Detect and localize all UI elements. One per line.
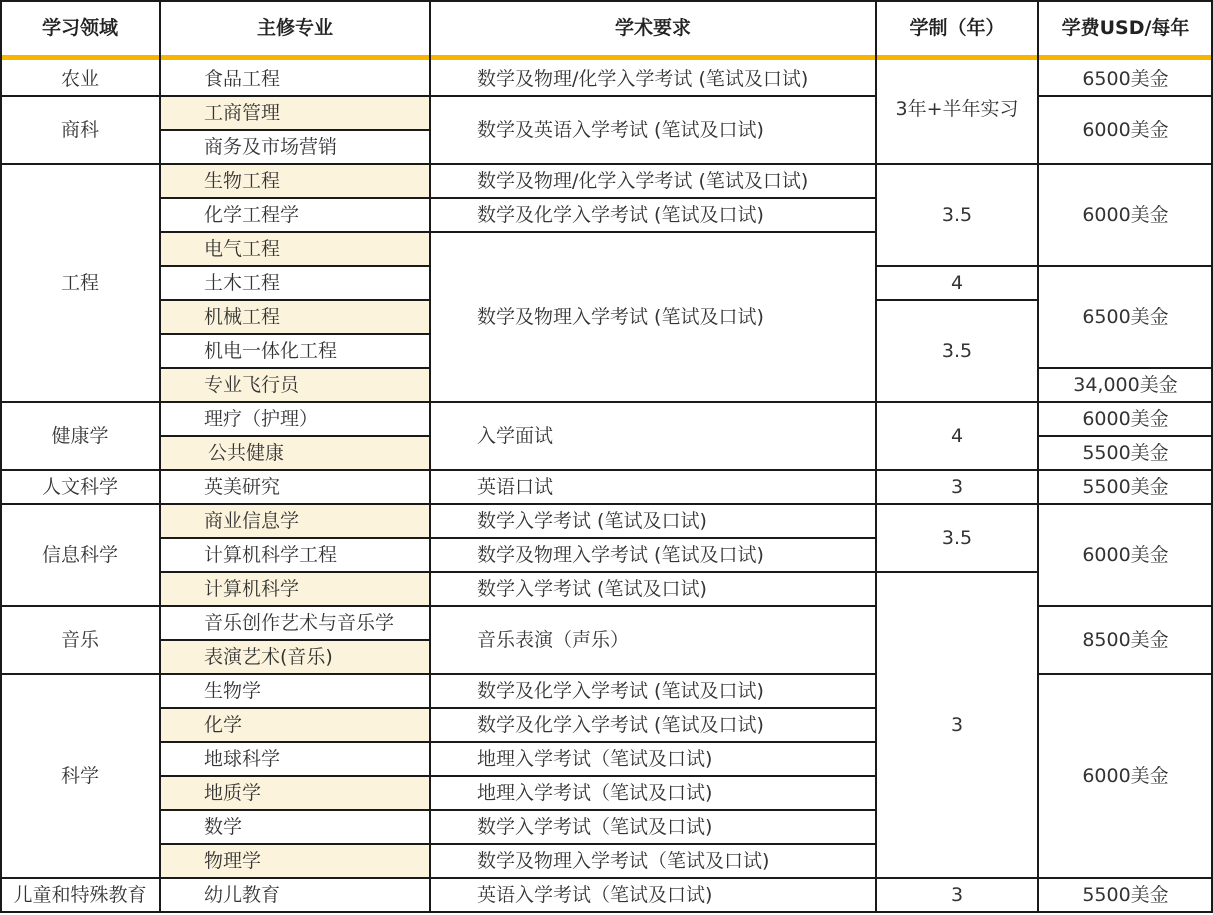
requirement-cell: 数学及物理入学考试 (笔试及口试) — [477, 305, 764, 328]
major-row: 地质学 — [160, 776, 430, 810]
grid-line — [1038, 95, 1213, 97]
grid-line — [876, 299, 1038, 301]
grid-line — [0, 0, 2, 913]
grid-line — [876, 571, 1038, 573]
field-music: 音乐 — [60, 628, 99, 651]
major-row: 公共健康 — [160, 436, 430, 470]
grid-line — [0, 163, 1213, 165]
grid-line — [160, 435, 430, 437]
grid-line — [160, 639, 430, 641]
major-row: 计算机科学 — [160, 572, 430, 606]
grid-line — [0, 469, 1213, 471]
fee-cell: 6000美金 — [1082, 543, 1169, 566]
major-row: 机械工程 — [160, 300, 430, 334]
grid-line — [160, 299, 430, 301]
grid-line — [160, 197, 876, 199]
major-row: 表演艺术(音乐) — [160, 640, 430, 674]
grid-line — [0, 673, 876, 675]
requirement-cell: 数学及物理入学考试（笔试及口试) — [477, 849, 770, 872]
header-field: 学习领域 — [41, 16, 118, 39]
grid-line — [160, 333, 430, 335]
field-informatics: 信息科学 — [41, 543, 118, 566]
field-humanities: 人文科学 — [41, 475, 118, 498]
header-fee: 学费USD/每年 — [1061, 16, 1190, 39]
duration-cell: 3.5 — [941, 526, 973, 549]
field-business: 商科 — [60, 118, 99, 141]
grid-line — [1037, 0, 1039, 913]
grid-line — [160, 367, 430, 369]
requirement-cell: 数学及英语入学考试 (笔试及口试) — [477, 118, 764, 141]
grid-line — [1038, 673, 1213, 675]
grid-line — [160, 741, 876, 743]
requirement-cell: 数学及物理/化学入学考试 (笔试及口试) — [477, 169, 809, 192]
major-row: 幼儿教育 — [204, 883, 281, 906]
fee-cell: 6500美金 — [1082, 305, 1169, 328]
duration-cell: 3 — [950, 713, 964, 736]
grid-line — [1038, 435, 1213, 437]
requirement-cell: 数学及化学入学考试 (笔试及口试) — [477, 203, 764, 226]
duration-cell: 3.5 — [941, 339, 973, 362]
field-engineering: 工程 — [60, 271, 99, 294]
fee-cell: 34,000美金 — [1073, 373, 1178, 396]
grid-line — [0, 503, 1213, 505]
duration-cell: 4 — [950, 424, 964, 447]
fee-cell: 5500美金 — [1082, 883, 1169, 906]
grid-line — [160, 571, 876, 573]
major-row: 工商管理 — [160, 96, 430, 130]
major-row: 音乐创作艺术与音乐学 — [204, 611, 395, 634]
duration-cell: 4 — [950, 271, 964, 294]
grid-line — [160, 707, 876, 709]
major-row: 专业飞行员 — [160, 368, 430, 402]
major-row: 生物工程 — [160, 164, 430, 198]
duration-cell: 3.5 — [941, 203, 973, 226]
requirement-cell: 数学及化学入学考试 (笔试及口试) — [477, 679, 764, 702]
fee-cell: 5500美金 — [1082, 475, 1169, 498]
major-row: 食品工程 — [204, 67, 281, 90]
grid-line — [0, 911, 1213, 913]
grid-line — [876, 265, 1038, 267]
fee-cell: 6000美金 — [1082, 118, 1169, 141]
grid-line — [0, 0, 1213, 2]
major-row: 化学 — [160, 708, 430, 742]
major-row: 数学 — [204, 815, 243, 838]
grid-line — [0, 95, 876, 97]
requirement-cell: 数学入学考试 (笔试及口试) — [477, 577, 707, 600]
major-row: 理疗（护理） — [204, 407, 319, 430]
requirement-cell: 数学入学考试（笔试及口试) — [477, 815, 713, 838]
header-duration: 学制（年） — [909, 16, 1005, 39]
requirement-cell: 音乐表演（声乐） — [477, 628, 630, 651]
fee-cell: 8500美金 — [1082, 628, 1169, 651]
duration-cell: 3 — [950, 883, 964, 906]
major-row: 计算机科学工程 — [204, 543, 338, 566]
major-row: 商务及市场营销 — [204, 135, 338, 158]
major-row: 地球科学 — [204, 747, 281, 770]
duration-cell: 3年+半年实习 — [895, 98, 1019, 120]
grid-line — [160, 265, 430, 267]
major-row: 机电一体化工程 — [204, 339, 338, 362]
fee-cell: 6500美金 — [1082, 67, 1169, 90]
grid-line — [160, 809, 876, 811]
header-major: 主修专业 — [256, 16, 333, 39]
requirement-cell: 数学及物理入学考试 (笔试及口试) — [477, 543, 764, 566]
requirement-cell: 入学面试 — [477, 424, 554, 447]
grid-line — [1038, 265, 1213, 267]
major-row: 生物学 — [204, 679, 262, 702]
field-health: 健康学 — [51, 424, 109, 447]
grid-line — [0, 401, 1213, 403]
major-row: 土木工程 — [204, 271, 281, 294]
grid-line — [1038, 605, 1213, 607]
fee-cell: 6000美金 — [1082, 764, 1169, 787]
field-education: 儿童和特殊教育 — [13, 883, 147, 906]
requirement-cell: 英语入学考试（笔试及口试) — [477, 883, 713, 906]
field-science: 科学 — [60, 764, 99, 787]
duration-cell: 3 — [950, 475, 964, 498]
grid-line — [0, 605, 876, 607]
requirement-cell: 数学及化学入学考试 (笔试及口试) — [477, 713, 764, 736]
major-row: 商业信息学 — [160, 504, 430, 538]
fee-cell: 6000美金 — [1082, 203, 1169, 226]
fee-cell: 5500美金 — [1082, 441, 1169, 464]
requirement-cell: 数学及物理/化学入学考试 (笔试及口试) — [477, 67, 809, 90]
grid-line — [0, 877, 1213, 879]
header-requirement: 学术要求 — [614, 16, 691, 39]
major-row: 英美研究 — [204, 475, 281, 498]
grid-line — [160, 843, 876, 845]
grid-line — [160, 775, 876, 777]
requirement-cell: 数学入学考试 (笔试及口试) — [477, 509, 707, 532]
grid-line — [1038, 367, 1213, 369]
requirement-cell: 英语口试 — [477, 475, 554, 498]
grid-line — [160, 537, 876, 539]
header-accent-line — [0, 55, 1213, 60]
major-row: 化学工程学 — [204, 203, 300, 226]
grid-line — [160, 231, 876, 233]
grid-line — [160, 129, 430, 131]
field-agriculture: 农业 — [60, 67, 99, 90]
requirement-cell: 地理入学考试（笔试及口试) — [477, 747, 713, 770]
major-row: 电气工程 — [160, 232, 430, 266]
fee-cell: 6000美金 — [1082, 407, 1169, 430]
requirement-cell: 地理入学考试（笔试及口试) — [477, 781, 713, 804]
major-row: 物理学 — [160, 844, 430, 878]
